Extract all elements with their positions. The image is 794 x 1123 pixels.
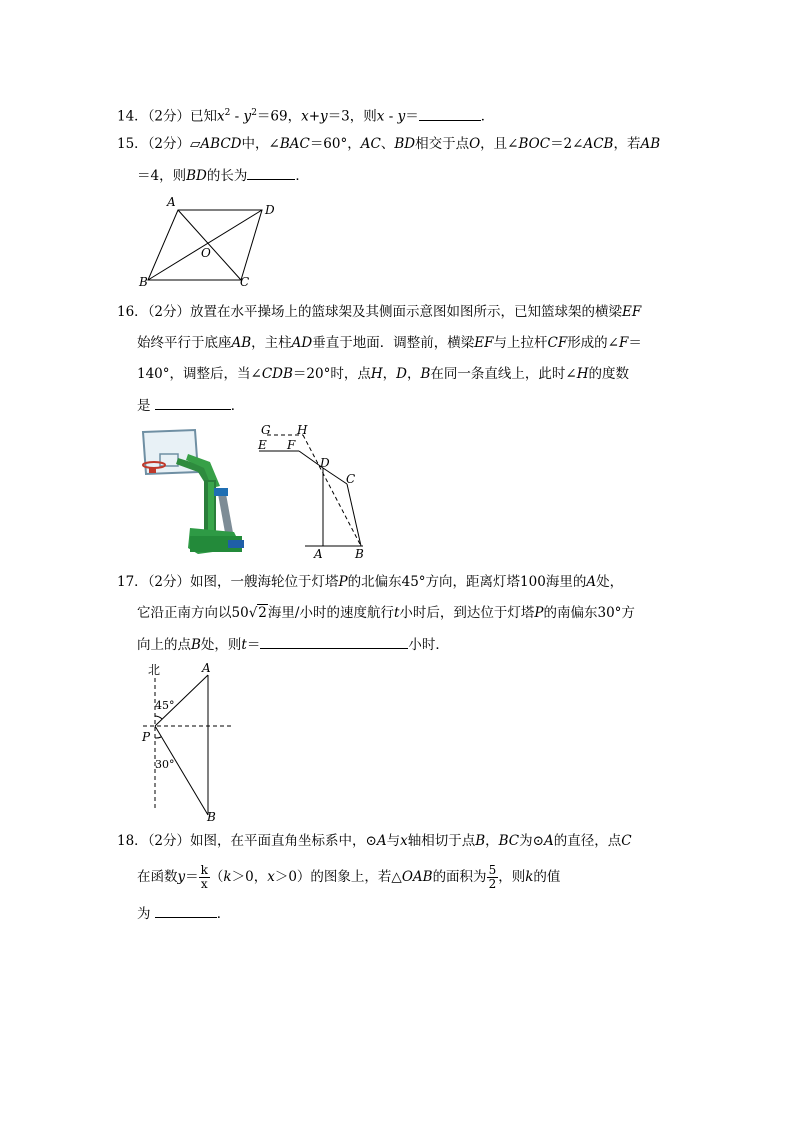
q15-var: BD [186, 168, 207, 184]
q17-text: 海里/小时的速度航行 [267, 605, 394, 621]
q17-label-a: A [202, 661, 211, 675]
question-14 [117, 103, 494, 127]
q14-var: y [397, 108, 406, 125]
q16-label-d: D [320, 456, 330, 470]
question-15-line2 [137, 165, 309, 186]
q18-number: 18． [117, 833, 148, 849]
q18-frac-num: k [200, 863, 208, 877]
q17-var: B [191, 637, 201, 653]
q16-text: ＝20°时，点 [292, 366, 371, 382]
q18-text: 为 [137, 906, 151, 922]
q16-text: 放置在水平操场上的篮球架及其侧面示意图如图所示，已知篮球架的横梁 [190, 304, 623, 320]
q17-number: 17． [117, 574, 148, 590]
q14-var: x [301, 108, 309, 125]
q16-var: F [619, 335, 629, 351]
q17-sqrt-symbol: √ [248, 605, 258, 621]
q17-points: （2分） [147, 574, 191, 590]
q18-points: （2分） [147, 833, 191, 849]
q14-text: ＝69， [256, 108, 302, 125]
q15-diagonal-ac [178, 210, 241, 280]
q18-var: k [223, 869, 232, 885]
question-17-line3 [137, 634, 449, 655]
q17-label-p: P [142, 730, 151, 744]
q15-var: BAC [279, 136, 310, 152]
q16-answer-blank[interactable] [155, 395, 231, 410]
q16-text: 的度数 [588, 366, 629, 382]
q17-text: 处， [596, 574, 624, 590]
q16-text: ， [382, 366, 397, 382]
q17-text: 它沿正南方向以50 [137, 605, 249, 621]
question-15-line1 [117, 134, 660, 154]
q17-arc-45 [155, 716, 162, 719]
q18-text: 如图，在平面直角坐标系中，⊙ [190, 833, 377, 849]
q17-text: 小时后，到达位于灯塔 [399, 605, 535, 621]
q16-text: 垂直于地面．调整前，横梁 [312, 335, 475, 351]
q18-text: ＝ [185, 869, 199, 885]
q15-var: ABCD [200, 136, 242, 152]
q15-text: ▱ [190, 136, 201, 152]
q15-label-a: A [167, 195, 176, 209]
q17-label-north: 北 [148, 663, 161, 677]
question-17-line1 [117, 572, 623, 592]
q17-answer-blank[interactable] [260, 634, 408, 649]
q15-label-o: O [201, 246, 211, 260]
q15-text: 中，∠ [241, 136, 280, 152]
q16-var: EF [622, 304, 642, 320]
q16-label-c: C [346, 472, 356, 486]
q14-answer-blank[interactable] [419, 106, 481, 121]
q15-text: 相交于点 [415, 136, 470, 152]
q17-text: 小时． [408, 637, 449, 653]
q15-text: 、 [380, 136, 395, 152]
q14-text: ． [480, 108, 495, 125]
question-18-line1 [117, 831, 632, 851]
q16-label-f: F [287, 438, 296, 452]
question-16-line4 [137, 395, 244, 416]
q18-text: （ [209, 869, 224, 885]
q18-text: 的值 [533, 869, 561, 885]
question-16-line3 [137, 364, 629, 384]
q17-var: t [393, 605, 400, 621]
q18-text: 的直径，点 [553, 833, 622, 849]
q15-number: 15． [117, 136, 148, 152]
q15-text: ． [295, 168, 309, 184]
q16-text: 140°，调整后，当∠ [137, 366, 262, 382]
q16-line-hb [303, 435, 361, 546]
q14-text: + [308, 108, 321, 125]
q15-text: ＝4，则 [137, 168, 187, 184]
q15-parallelogram-figure [135, 195, 285, 290]
q14-var: y [243, 108, 252, 125]
q15-diagonal-bd [148, 210, 262, 280]
q17-var: P [338, 574, 348, 590]
q18-text: 在函数 [137, 869, 178, 885]
question-18-line2 [137, 864, 560, 891]
q18-fraction-k-over-x [199, 864, 210, 891]
q16-label-h: H [297, 423, 308, 437]
q18-var: A [376, 833, 387, 849]
q17-lighthouse-figure [138, 658, 248, 823]
q17-label-b: B [207, 810, 216, 824]
q15-var: AC [360, 136, 381, 152]
q16-label-b: B [355, 547, 364, 561]
q16-label-e: E [258, 438, 267, 452]
q16-schematic-figure [255, 420, 375, 560]
q17-text: 的北偏东45°方向，距离灯塔100海里的 [347, 574, 587, 590]
q18-text: ＞0， [231, 869, 268, 885]
q15-label-c: C [240, 275, 250, 289]
q16-points: （2分） [147, 304, 191, 320]
q14-text: 已知 [190, 108, 218, 125]
q18-frac-num: 5 [488, 863, 497, 877]
question-17-line2 [137, 603, 635, 623]
q16-var: B [420, 366, 431, 382]
q16-text: 在同一条直线上，此时∠ [430, 366, 577, 382]
q18-frac-den: 2 [488, 877, 497, 891]
q15-text: 的长为 [206, 168, 248, 184]
q16-var: D [396, 366, 407, 382]
q16-text: ． [230, 398, 245, 414]
q15-text: ＝60°， [309, 136, 361, 152]
q15-var: ACB [583, 136, 614, 152]
q18-var: C [621, 833, 632, 849]
q14-text: - [230, 108, 244, 125]
q14-var: x [376, 108, 385, 125]
q16-var: CF [547, 335, 568, 351]
q18-frac-den: x [200, 877, 208, 891]
q15-text: ＝2∠ [550, 136, 584, 152]
q18-var: y [177, 869, 186, 885]
q16-var: EF [474, 335, 494, 351]
q16-label-a: A [314, 547, 323, 561]
q17-arc-30 [155, 737, 161, 738]
q18-answer-blank[interactable] [155, 903, 217, 918]
q18-var: x [267, 869, 275, 885]
question-18-line3 [137, 903, 230, 924]
q18-text: ， [485, 833, 499, 849]
q18-text: ． [216, 906, 231, 922]
q16-strut-cb [347, 484, 361, 546]
q14-var: y [320, 108, 328, 125]
q16-text: ， [406, 366, 421, 382]
q14-sup: 2 [251, 108, 257, 118]
q14-number: 14． [117, 108, 148, 125]
q15-var: BOC [518, 136, 551, 152]
q16-strut-dc [323, 468, 347, 484]
q15-var: BD [394, 136, 416, 152]
q17-text: 的南偏东30°方 [543, 605, 635, 621]
q15-label-d: D [265, 203, 275, 217]
q18-fraction-area [487, 864, 499, 891]
q18-var: BC [498, 833, 520, 849]
q18-var: k [525, 869, 534, 885]
q17-text: ＝ [246, 637, 261, 653]
q18-text: 的面积为 [432, 869, 487, 885]
q16-number: 16． [117, 304, 148, 320]
q17-var: t [241, 637, 247, 653]
q16-text: 形成的∠ [567, 335, 619, 351]
q16-text: ＝ [628, 335, 642, 351]
q17-sqrt-value: 2 [258, 605, 267, 621]
q15-text: ，且∠ [480, 136, 519, 152]
q15-var: AB [640, 136, 661, 152]
q14-points: （2分） [147, 108, 191, 125]
basketball-stand-illustration [138, 428, 250, 558]
q15-answer-blank[interactable] [247, 165, 295, 180]
q18-text: ＞0）的图象上，若△ [274, 869, 402, 885]
q17-text: 处，则 [200, 637, 242, 653]
q17-label-45: 45° [155, 699, 175, 712]
q15-text: ，若 [613, 136, 641, 152]
q16-text: 始终平行于底座 [137, 335, 232, 351]
q18-text: 为⊙ [519, 833, 544, 849]
q15-var: O [469, 136, 481, 152]
q16-var: AB [231, 335, 252, 351]
q17-var: P [534, 605, 544, 621]
q16-var: H [370, 366, 383, 382]
q14-text: ＝3，则 [327, 108, 377, 125]
q18-var: x [400, 833, 408, 849]
question-16-line1 [117, 302, 641, 322]
q16-text: ，主柱 [251, 335, 292, 351]
question-16-line2 [137, 333, 642, 353]
q18-text: ，则 [498, 869, 526, 885]
q15-label-b: B [139, 275, 148, 289]
q18-text: 轴相切于点 [407, 833, 476, 849]
q18-var: A [543, 833, 554, 849]
q18-var: OAB [401, 869, 433, 885]
q16-label-g: G [261, 423, 271, 437]
q14-text: ＝ [405, 108, 419, 125]
q17-var: A [586, 574, 597, 590]
q16-var: AD [291, 335, 313, 351]
q15-points: （2分） [147, 136, 191, 152]
q17-text: 向上的点 [137, 637, 191, 653]
q16-var: H [576, 366, 589, 382]
q14-text: - [384, 108, 398, 125]
q17-label-30: 30° [155, 758, 175, 771]
q14-var: x [217, 108, 225, 125]
q16-var: CDB [261, 366, 293, 382]
q16-text: 是 [137, 398, 151, 414]
q17-text: 如图，一艘海轮位于灯塔 [190, 574, 339, 590]
q18-text: 与 [386, 833, 401, 849]
q14-sup: 2 [224, 108, 231, 118]
q16-text: 与上拉杆 [493, 335, 548, 351]
q18-var: B [475, 833, 486, 849]
